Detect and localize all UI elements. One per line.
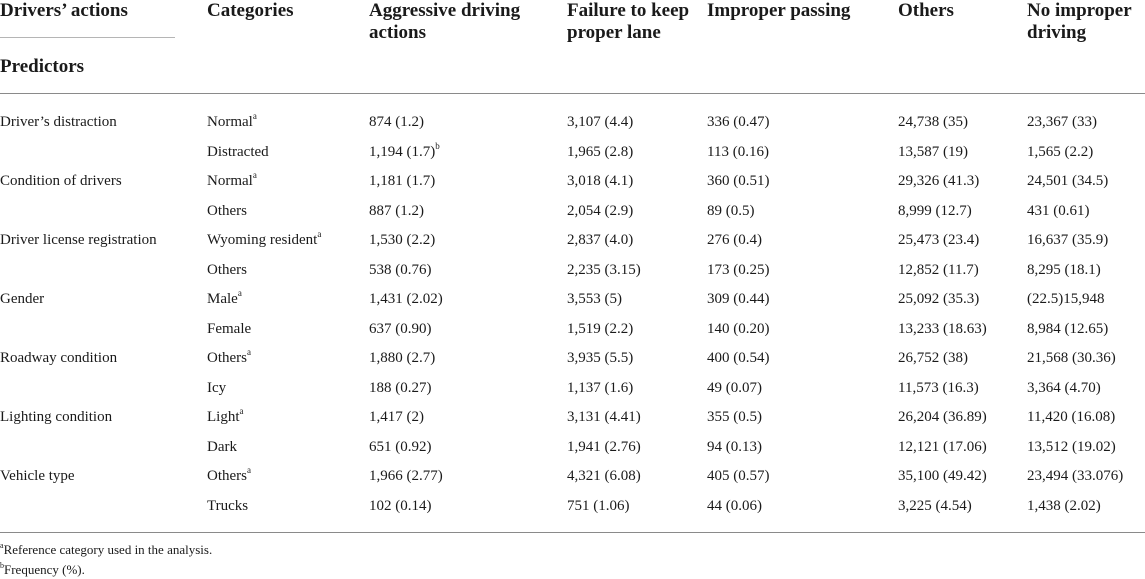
improper-passing-cell-text: 400 (0.54) — [707, 350, 770, 366]
footnote-marker: a — [252, 111, 257, 121]
failure-lane-cell-text: 2,054 (2.9) — [567, 203, 634, 219]
improper-passing-cell-text: 49 (0.07) — [707, 380, 762, 396]
aggressive-driving-cell-text: 651 (0.92) — [369, 439, 432, 455]
aggressive-driving-cell-text: 538 (0.76) — [369, 262, 432, 278]
improper-passing-cell-text: 309 (0.44) — [707, 291, 770, 307]
category-cell — [207, 172, 257, 190]
others-cell — [898, 202, 972, 220]
failure-lane-cell-text: 3,018 (4.1) — [567, 173, 634, 189]
improper-passing-cell-text: 360 (0.51) — [707, 173, 770, 189]
failure-lane-cell — [567, 261, 641, 279]
footnote-marker: a — [317, 229, 322, 239]
improper-passing-cell — [707, 497, 762, 515]
others-cell-text: 25,092 (35.3) — [898, 291, 980, 307]
improper-passing-cell-text: 336 (0.47) — [707, 114, 770, 130]
footnote-marker: a — [239, 406, 244, 416]
failure-lane-cell-text: 3,131 (4.41) — [567, 409, 641, 425]
failure-lane-cell-text: 2,235 (3.15) — [567, 262, 641, 278]
footnote-marker: a — [252, 170, 257, 180]
no-improper-cell-text: 21,568 (30.36) — [1027, 350, 1116, 366]
failure-lane-cell — [567, 349, 633, 367]
others-cell — [898, 467, 987, 485]
no-improper-cell-text: 16,637 (35.9) — [1027, 232, 1109, 248]
predictor-cell — [0, 349, 117, 367]
predictor-cell — [0, 113, 117, 131]
no-improper-cell — [1027, 172, 1108, 190]
aggressive-driving-cell — [369, 408, 424, 426]
others-cell — [898, 172, 979, 190]
footnote-a-text: Reference category used in the analysis. — [3, 542, 213, 557]
failure-lane-cell — [567, 408, 641, 426]
failure-lane-cell-text: 3,935 (5.5) — [567, 350, 634, 366]
improper-passing-cell-text: 89 (0.5) — [707, 203, 755, 219]
no-improper-cell — [1027, 113, 1097, 131]
improper-passing-cell — [707, 320, 770, 338]
aggressive-driving-cell-text: 1,417 (2) — [369, 409, 424, 425]
category-cell — [207, 261, 247, 279]
aggressive-driving-cell-text: 874 (1.2) — [369, 114, 424, 130]
no-improper-cell-text: 23,494 (33.076) — [1027, 468, 1124, 484]
no-improper-cell-text: 24,501 (34.5) — [1027, 173, 1109, 189]
no-improper-cell-text: 23,367 (33) — [1027, 114, 1097, 130]
others-cell-text: 12,852 (11.7) — [898, 262, 979, 278]
predictor-cell-text: Condition of drivers — [0, 173, 122, 189]
no-improper-cell-text: 13,512 (19.02) — [1027, 439, 1116, 455]
improper-passing-cell — [707, 113, 770, 131]
failure-lane-cell-text: 751 (1.06) — [567, 498, 630, 514]
category-cell-text: Others — [207, 203, 247, 219]
aggressive-driving-cell — [369, 172, 435, 190]
improper-passing-cell — [707, 379, 762, 397]
improper-passing-cell-text: 44 (0.06) — [707, 498, 762, 514]
category-cell — [207, 231, 321, 249]
others-cell-text: 24,738 (35) — [898, 114, 968, 130]
footnote-a-marker: a — [0, 540, 4, 550]
improper-passing-cell — [707, 467, 770, 485]
aggressive-driving-cell — [369, 497, 432, 515]
others-cell — [898, 379, 979, 397]
predictor-cell-text: Driver license registration — [0, 232, 157, 248]
aggressive-driving-cell — [369, 290, 443, 308]
others-cell-text: 12,121 (17.06) — [898, 439, 987, 455]
category-cell-text: Trucks — [207, 498, 249, 514]
others-cell — [898, 113, 968, 131]
no-improper-cell — [1027, 143, 1093, 161]
aggressive-driving-cell-text: 887 (1.2) — [369, 203, 424, 219]
others-cell — [898, 438, 987, 456]
table-bottom-rule — [0, 532, 1145, 533]
others-cell-text: 8,999 (12.7) — [898, 203, 972, 219]
category-cell-text: Dark — [207, 439, 237, 455]
improper-passing-cell — [707, 408, 762, 426]
failure-lane-cell — [567, 143, 633, 161]
aggressive-driving-cell — [369, 143, 440, 161]
category-cell — [207, 379, 226, 397]
category-cell — [207, 113, 257, 131]
failure-lane-cell-text: 3,553 (5) — [567, 291, 622, 307]
footnote-marker: a — [247, 465, 251, 475]
improper-passing-cell — [707, 261, 770, 279]
predictor-cell-text: Driver’s distraction — [0, 114, 117, 130]
no-improper-cell-text: 1,565 (2.2) — [1027, 144, 1094, 160]
aggressive-driving-cell — [369, 379, 432, 397]
predictor-cell — [0, 231, 157, 249]
no-improper-cell-text: 11,420 (16.08) — [1027, 409, 1116, 425]
others-cell-text: 29,326 (41.3) — [898, 173, 980, 189]
header-predictors: Predictors — [0, 56, 85, 77]
header-divider — [0, 37, 175, 38]
improper-passing-cell-text: 173 (0.25) — [707, 262, 770, 278]
improper-passing-cell — [707, 349, 770, 367]
failure-lane-cell-text: 1,965 (2.8) — [567, 144, 634, 160]
category-cell — [207, 290, 242, 308]
improper-passing-cell — [707, 172, 770, 190]
failure-lane-cell-text: 1,941 (2.76) — [567, 439, 641, 455]
aggressive-driving-cell — [369, 113, 424, 131]
aggressive-driving-cell — [369, 231, 435, 249]
others-cell-text: 25,473 (23.4) — [898, 232, 980, 248]
others-cell — [898, 261, 979, 279]
others-cell — [898, 320, 987, 338]
footnote-marker: a — [247, 347, 251, 357]
category-cell-text: Others — [207, 350, 247, 366]
no-improper-cell-text: 8,984 (12.65) — [1027, 321, 1109, 337]
no-improper-cell — [1027, 379, 1101, 397]
header-failure-lane: Failure to keep proper lane — [567, 0, 690, 43]
aggressive-driving-cell — [369, 438, 432, 456]
predictor-cell-text: Gender — [0, 291, 45, 307]
failure-lane-cell — [567, 202, 633, 220]
others-cell — [898, 408, 987, 426]
improper-passing-cell — [707, 438, 762, 456]
footnote-marker: b — [435, 141, 440, 151]
others-cell-text: 13,233 (18.63) — [898, 321, 987, 337]
no-improper-cell — [1027, 290, 1105, 308]
failure-lane-cell — [567, 438, 641, 456]
footnote-a — [0, 542, 212, 558]
improper-passing-cell — [707, 202, 755, 220]
failure-lane-cell — [567, 113, 633, 131]
aggressive-driving-cell-text: 1,966 (2.77) — [369, 468, 443, 484]
others-cell-text: 3,225 (4.54) — [898, 498, 972, 514]
failure-lane-cell — [567, 231, 633, 249]
no-improper-cell — [1027, 349, 1116, 367]
predictor-cell — [0, 408, 112, 426]
header-others: Others — [898, 0, 954, 21]
category-cell-text: Others — [207, 468, 247, 484]
others-cell — [898, 497, 972, 515]
category-cell-text: Icy — [207, 380, 227, 396]
no-improper-cell-text: 431 (0.61) — [1027, 203, 1090, 219]
improper-passing-cell — [707, 231, 762, 249]
no-improper-cell-text: (22.5)15,948 — [1027, 291, 1105, 307]
no-improper-cell — [1027, 438, 1116, 456]
category-cell-text: Normal — [207, 114, 253, 130]
no-improper-cell-text: 3,364 (4.70) — [1027, 380, 1101, 396]
failure-lane-cell — [567, 467, 641, 485]
improper-passing-cell-text: 113 (0.16) — [707, 144, 769, 160]
others-cell-text: 13,587 (19) — [898, 144, 968, 160]
aggressive-driving-cell — [369, 202, 424, 220]
category-cell — [207, 143, 269, 161]
predictor-cell — [0, 290, 44, 308]
no-improper-cell — [1027, 202, 1090, 220]
no-improper-cell — [1027, 408, 1115, 426]
others-cell — [898, 349, 968, 367]
failure-lane-cell — [567, 379, 633, 397]
aggressive-driving-cell-text: 1,181 (1.7) — [369, 173, 436, 189]
no-improper-cell — [1027, 320, 1108, 338]
category-cell — [207, 202, 247, 220]
aggressive-driving-cell-text: 1,194 (1.7) — [369, 144, 436, 160]
failure-lane-cell-text: 2,837 (4.0) — [567, 232, 634, 248]
improper-passing-cell-text: 94 (0.13) — [707, 439, 762, 455]
failure-lane-cell-text: 3,107 (4.4) — [567, 114, 634, 130]
failure-lane-cell-text: 4,321 (6.08) — [567, 468, 641, 484]
others-cell-text: 11,573 (16.3) — [898, 380, 979, 396]
others-cell-text: 26,752 (38) — [898, 350, 968, 366]
aggressive-driving-cell-text: 637 (0.90) — [369, 321, 432, 337]
aggressive-driving-cell-text: 1,431 (2.02) — [369, 291, 443, 307]
header-improper-passing: Improper passing — [707, 0, 851, 21]
category-cell — [207, 438, 237, 456]
category-cell — [207, 349, 251, 367]
others-cell-text: 26,204 (36.89) — [898, 409, 987, 425]
aggressive-driving-cell-text: 188 (0.27) — [369, 380, 432, 396]
aggressive-driving-cell-text: 1,880 (2.7) — [369, 350, 436, 366]
category-cell-text: Light — [207, 409, 240, 425]
category-cell — [207, 467, 251, 485]
aggressive-driving-cell-text: 1,530 (2.2) — [369, 232, 436, 248]
predictor-cell — [0, 172, 122, 190]
aggressive-driving-cell — [369, 320, 432, 338]
improper-passing-cell-text: 405 (0.57) — [707, 468, 770, 484]
header-no-improper: No improper driving — [1027, 0, 1132, 43]
predictor-cell-text: Lighting condition — [0, 409, 113, 425]
no-improper-cell-text: 1,438 (2.02) — [1027, 498, 1101, 514]
improper-passing-cell-text: 276 (0.4) — [707, 232, 762, 248]
category-cell — [207, 320, 251, 338]
no-improper-cell-text: 8,295 (18.1) — [1027, 262, 1101, 278]
footnote-b-marker: b — [0, 560, 4, 570]
failure-lane-cell-text: 1,519 (2.2) — [567, 321, 634, 337]
no-improper-cell — [1027, 467, 1123, 485]
aggressive-driving-cell — [369, 261, 432, 279]
category-cell-text: Normal — [207, 173, 253, 189]
failure-lane-cell — [567, 172, 633, 190]
footnote-marker: a — [237, 288, 242, 298]
others-cell — [898, 143, 968, 161]
category-cell-text: Distracted — [207, 144, 269, 160]
others-cell — [898, 231, 979, 249]
aggressive-driving-cell — [369, 349, 435, 367]
aggressive-driving-cell-text: 102 (0.14) — [369, 498, 432, 514]
header-bottom-rule — [0, 93, 1145, 94]
others-cell-text: 35,100 (49.42) — [898, 468, 987, 484]
improper-passing-cell-text: 355 (0.5) — [707, 409, 762, 425]
category-cell — [207, 497, 248, 515]
failure-lane-cell — [567, 497, 630, 515]
category-cell-text: Male — [207, 291, 238, 307]
improper-passing-cell — [707, 143, 769, 161]
footnote-b-text: Frequency (%). — [4, 562, 85, 577]
failure-lane-cell-text: 1,137 (1.6) — [567, 380, 634, 396]
no-improper-cell — [1027, 497, 1101, 515]
header-categories: Categories — [207, 0, 294, 21]
header-aggressive-driving: Aggressive driving actions — [369, 0, 521, 43]
category-cell-text: Wyoming resident — [207, 232, 318, 248]
predictor-cell-text: Roadway condition — [0, 350, 118, 366]
predictor-cell-text: Vehicle type — [0, 468, 75, 484]
no-improper-cell — [1027, 261, 1101, 279]
failure-lane-cell — [567, 320, 633, 338]
footnote-b — [0, 562, 85, 578]
improper-passing-cell-text: 140 (0.20) — [707, 321, 770, 337]
predictor-cell — [0, 467, 75, 485]
header-drivers-actions: Drivers’ actions — [0, 0, 128, 21]
category-cell-text: Female — [207, 321, 252, 337]
category-cell-text: Others — [207, 262, 247, 278]
others-cell — [898, 290, 979, 308]
aggressive-driving-cell — [369, 467, 443, 485]
failure-lane-cell — [567, 290, 622, 308]
no-improper-cell — [1027, 231, 1108, 249]
category-cell — [207, 408, 244, 426]
improper-passing-cell — [707, 290, 770, 308]
